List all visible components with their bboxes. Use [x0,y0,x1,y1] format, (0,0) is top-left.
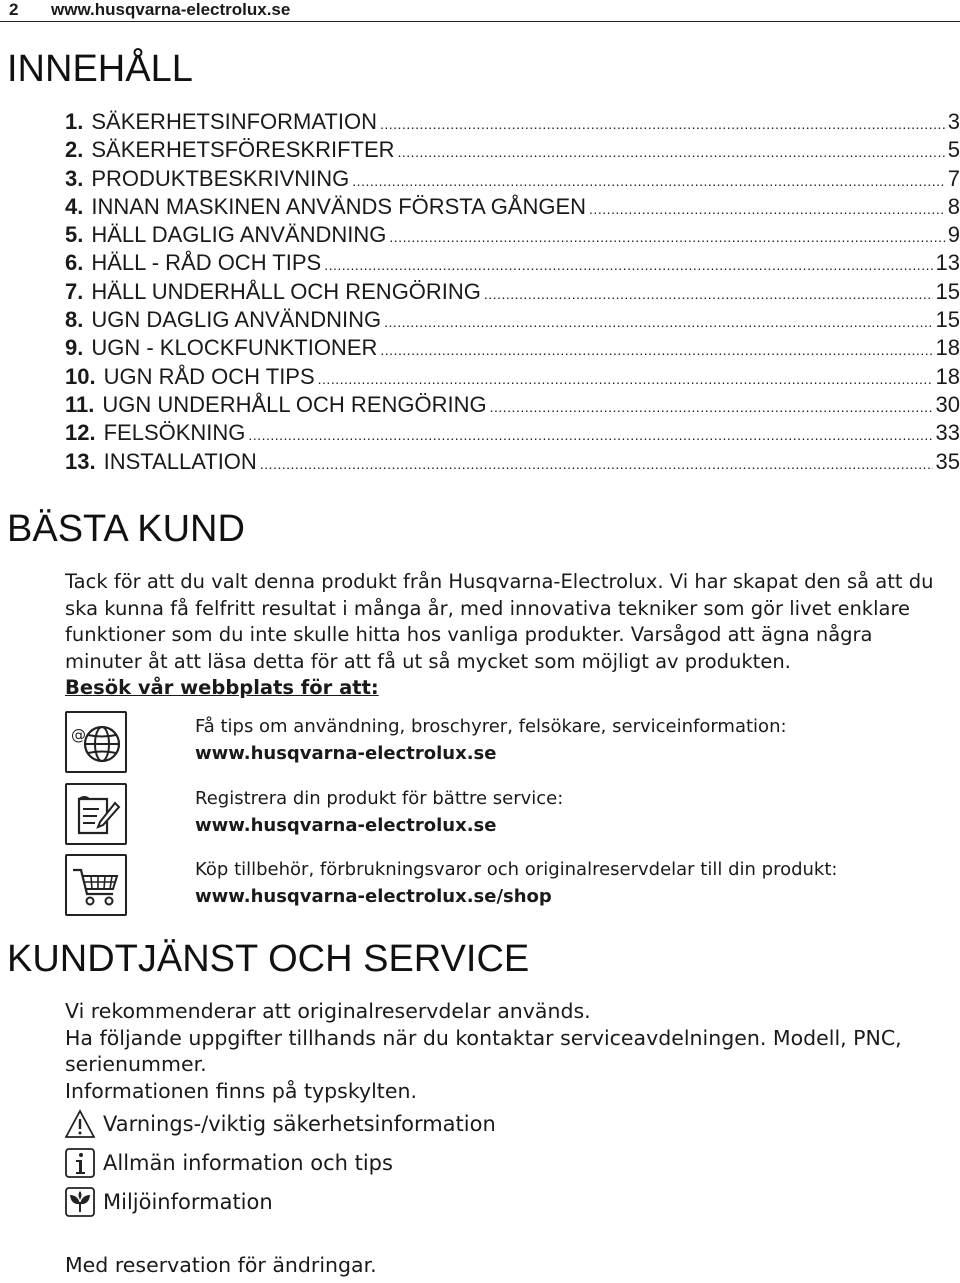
page-header [9,0,290,22]
toc-leader [589,193,945,223]
visit-label: Besök vår webbplats för att: [65,676,379,699]
globe-at-icon [65,711,127,773]
service-heading: KUNDTJÄNST OCH SERVICE [7,938,530,980]
toc-item-page: 9 [947,222,960,248]
link-text-block [195,713,787,767]
info-icon [65,1148,95,1178]
toc-leader [248,419,932,449]
toc-item[interactable] [65,249,960,277]
toc-item-page: 5 [947,137,960,163]
toc-item-page: 15 [935,307,960,333]
toc-item-page: 3 [947,109,960,134]
toc-item[interactable] [65,334,960,362]
toc-item[interactable] [65,108,960,136]
toc-item-number: 2. [65,137,84,163]
link-description: Få tips om användning, broschyrer, felsökare, serviceinformation: [195,716,787,737]
symbol-label: Varnings-/viktig säkerhetsinformation [103,1112,496,1136]
toc-item-page: 15 [935,278,960,304]
link-text-block [195,856,837,910]
toc-item[interactable] [65,448,960,476]
toc-item-number: 5. [65,222,84,248]
link-description: Registrera din produkt för bättre service: [195,788,564,809]
intro-paragraph: Tack för att du valt denna produkt från Husqvarna-Electrolux. Vi har skapat den så att du ska kunna få felfritt resultat i många år, med innovativa tekniker som gör livet enklare funktioner som du inte skulle hitta hos vanliga produkter. Varsågod att ägna några minuter åt att läsa detta för att få ut så mycket som möjligt av produkten. [65,570,934,673]
toc-item-title: SÄKERHETSINFORMATION [91,109,377,134]
toc-leader [318,363,933,393]
toc-item[interactable] [65,363,960,391]
toc-item-page: 30 [935,391,960,417]
toc-item-title: HÄLL - RÅD OCH TIPS [91,250,322,276]
toc-item-number: 6. [65,250,84,276]
toc-item-title: FELSÖKNING [103,420,246,446]
service-line-1: Vi rekommenderar att originalreservdelar används. [65,999,591,1023]
shopping-cart-icon [65,854,127,916]
toc-item[interactable] [65,278,960,306]
symbol-label: Miljöinformation [103,1190,273,1214]
svg-text:@: @ [71,726,86,744]
toc-item-page: 35 [935,448,960,474]
register-pencil-icon [65,783,127,845]
toc-item-number: 11. [65,391,95,417]
link-row-shop [65,854,955,916]
toc-leader [260,448,933,478]
header-divider [0,21,960,22]
toc-item-page: 13 [935,250,960,276]
toc-item[interactable] [65,221,960,249]
toc-item-number: 13. [65,448,96,474]
toc-leader [398,136,945,166]
toc-item-number: 12. [65,420,96,446]
customer-heading: BÄSTA KUND [7,508,245,550]
toc-item[interactable] [65,391,960,419]
link-text-block [195,785,563,839]
link-description: Köp tillbehör, förbrukningsvaror och originalreservdelar till din produkt: [195,859,838,880]
symbol-row-info [65,1148,393,1178]
toc-item-title: HÄLL DAGLIG ANVÄNDNING [91,222,387,248]
footer-note: Med reservation för ändringar. [65,1253,377,1277]
toc-heading: INNEHÅLL [7,48,193,90]
toc-item-number: 8. [65,307,84,333]
toc-item-title: HÄLL UNDERHÅLL OCH RENGÖRING [91,278,481,304]
toc-item-number: 4. [65,193,84,219]
toc-leader [484,278,933,308]
toc-item-number: 7. [65,278,84,304]
toc-leader [352,165,944,195]
toc-item[interactable] [65,419,960,447]
toc-item-page: 18 [935,335,960,361]
toc-item-page: 7 [947,165,960,191]
toc-item[interactable] [65,165,960,193]
toc-item-title: UGN UNDERHÅLL OCH RENGÖRING [102,391,487,417]
toc-item-page: 18 [935,363,960,389]
toc-leader [380,334,932,364]
toc-item-number: 1. [65,109,84,134]
symbol-row-environment [65,1187,273,1217]
toc-leader [380,108,945,138]
toc-item[interactable] [65,136,960,164]
toc-item-title: INSTALLATION [103,448,257,474]
toc-leader [384,306,932,336]
symbol-row-warning [65,1109,496,1139]
toc-item-number: 9. [65,335,84,361]
toc-item-number: 3. [65,165,84,191]
toc-item-title: UGN RÅD OCH TIPS [103,363,315,389]
toc-item-title: PRODUKTBESKRIVNING [91,165,350,191]
shop-link[interactable]: www.husqvarna-electrolux.se/shop [195,886,552,907]
link-row-register [65,783,955,845]
toc-item-title: UGN DAGLIG ANVÄNDNING [91,307,382,333]
service-line-2: Ha följande uppgifter tillhands när du kontaktar serviceavdelningen. Modell, PNC, serienummer. [65,1025,902,1076]
table-of-contents [65,108,960,476]
toc-item[interactable] [65,306,960,334]
toc-item-page: 33 [935,420,960,446]
customer-intro [65,569,955,702]
toc-item-title: INNAN MASKINEN ANVÄNDS FÖRSTA GÅNGEN [91,193,587,219]
website-link[interactable]: www.husqvarna-electrolux.se [195,743,497,764]
toc-item-title: SÄKERHETSFÖRESKRIFTER [91,137,395,163]
warning-triangle-icon [65,1109,95,1139]
website-link[interactable]: www.husqvarna-electrolux.se [195,815,497,836]
page-number: 2 [9,0,19,19]
service-text [65,998,955,1104]
toc-item-page: 8 [947,193,960,219]
toc-item-title: UGN - KLOCKFUNKTIONER [91,335,378,361]
service-line-3: Informationen finns på typskylten. [65,1078,417,1103]
toc-item-number: 10. [65,363,96,389]
link-row-tips [65,711,955,773]
header-url: www.husqvarna-electrolux.se [51,0,291,19]
toc-leader [490,391,933,421]
symbol-label: Allmän information och tips [103,1151,393,1175]
environment-leaf-icon [65,1187,95,1217]
toc-leader [324,249,932,279]
toc-item[interactable] [65,193,960,221]
toc-leader [389,221,944,251]
